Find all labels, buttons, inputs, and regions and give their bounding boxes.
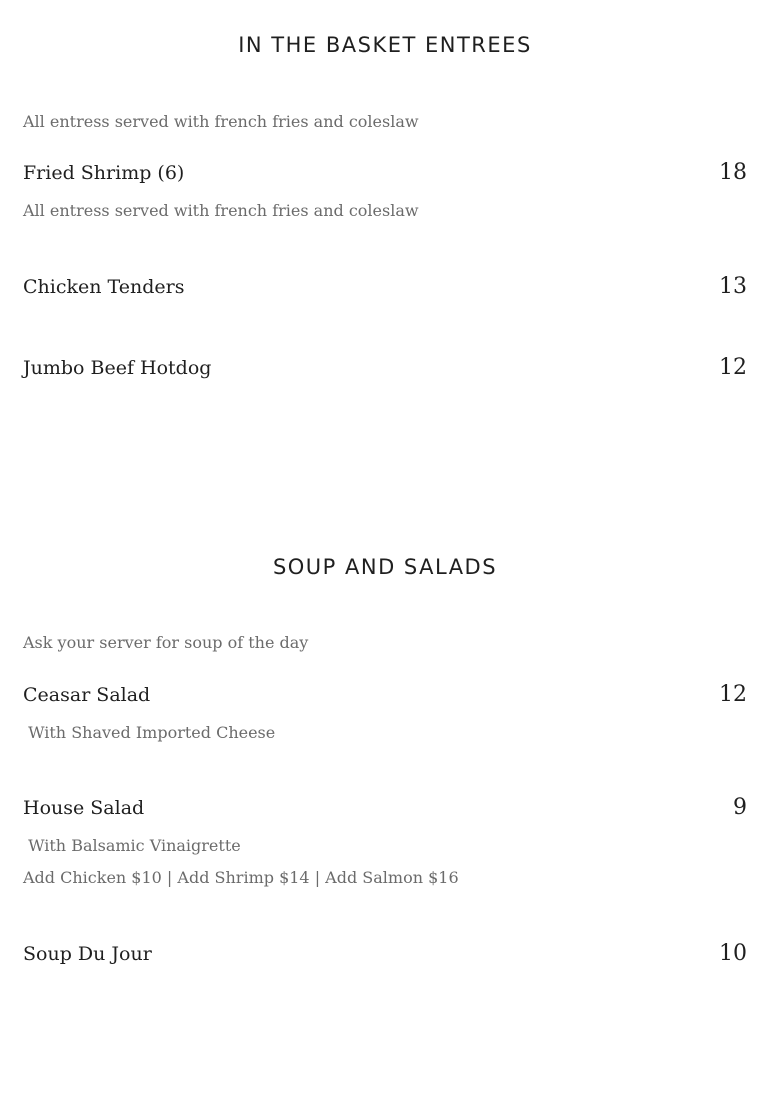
item-name: House Salad <box>23 797 145 819</box>
item-description: With Balsamic Vinaigrette <box>23 836 241 855</box>
item-name: Fried Shrimp (6) <box>23 162 185 184</box>
item-description: With Shaved Imported Cheese <box>23 723 276 742</box>
item-name: Chicken Tenders <box>23 276 185 298</box>
item-price: 9 <box>733 795 747 820</box>
section-title-soup-and-salads: SOUP AND SALADS <box>272 555 498 579</box>
item-price: 12 <box>719 355 747 380</box>
section-note-basket-entrees: All entress served with french fries and coleslaw <box>23 112 419 131</box>
item-name: Ceasar Salad <box>23 684 151 706</box>
item-price: 12 <box>719 682 747 707</box>
item-name: Soup Du Jour <box>23 943 152 965</box>
item-addons: Add Chicken $10 | Add Shrimp $14 | Add Salmon $16 <box>23 868 459 887</box>
section-note-soup-and-salads: Ask your server for soup of the day <box>23 633 309 652</box>
item-price: 10 <box>719 941 747 966</box>
section-title-basket-entrees: IN THE BASKET ENTREES <box>238 33 532 57</box>
item-price: 18 <box>719 160 747 185</box>
item-name: Jumbo Beef Hotdog <box>23 357 212 379</box>
item-price: 13 <box>719 274 747 299</box>
item-description: All entress served with french fries and coleslaw <box>23 201 419 220</box>
